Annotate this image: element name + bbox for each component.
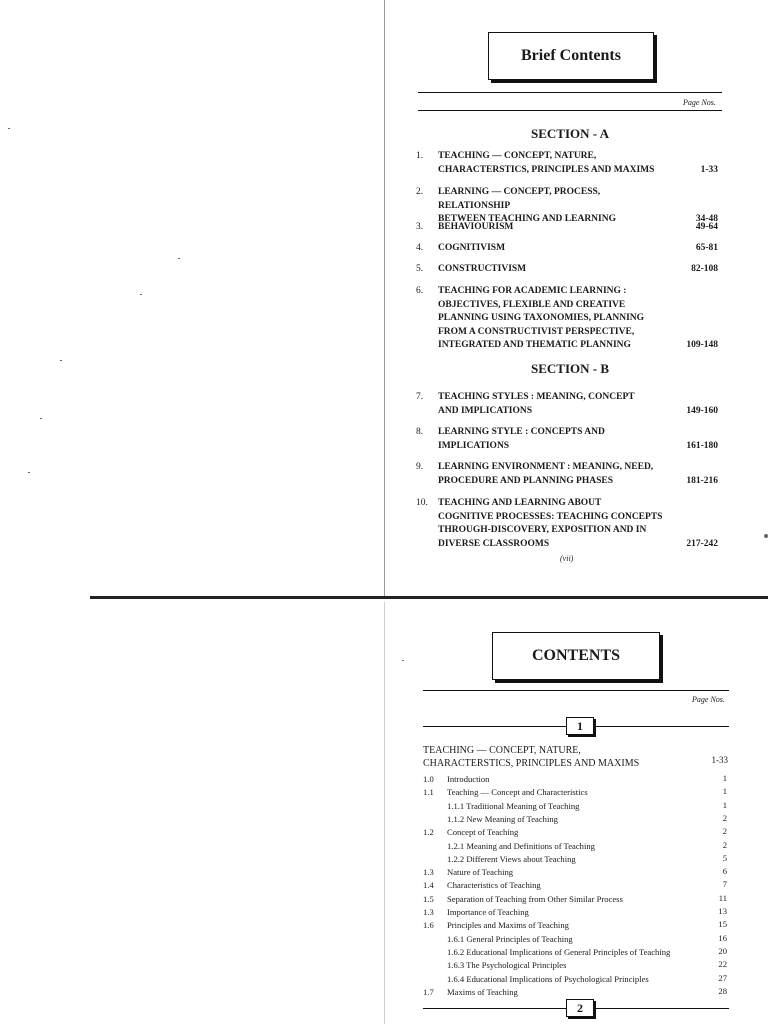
contents-section-row [423, 866, 729, 879]
entry-title-line: OBJECTIVES, FLEXIBLE AND CREATIVE [438, 299, 626, 310]
entry-title [438, 150, 674, 177]
entry-title [438, 497, 674, 551]
contents-subsection-row [423, 813, 729, 826]
entry-page-range: 34-48 [695, 214, 718, 225]
entry-number: 1. [416, 151, 424, 161]
section-a-title: SECTION - A [530, 126, 610, 141]
entry-page-range: 49-64 [695, 222, 718, 232]
entry-title [438, 391, 674, 418]
entry-page-range: 1-33 [700, 164, 718, 175]
row-number: 1.0 [423, 774, 434, 784]
row-number: 1.1 [423, 787, 434, 798]
row-title: Importance of Teaching [447, 907, 529, 917]
row-page: 11 [718, 892, 727, 903]
brief-entry [416, 263, 722, 277]
entry-page-range: 217-242 [686, 538, 718, 549]
entry-title-line: TEACHING FOR ACADEMIC LEARNING : [438, 286, 627, 296]
row-title: 1.6.1 General Principles of Teaching [447, 933, 573, 944]
entry-title-line: BEHAVIOURISM [438, 222, 514, 232]
row-page: 5 [722, 852, 727, 863]
row-title: 1.2.1 Meaning and Definitions of Teaching [447, 840, 595, 851]
brief-entry [416, 285, 722, 353]
contents-subsection-row [423, 853, 729, 866]
row-number: 1.3 [423, 867, 434, 878]
entry-title-line: THROUGH-DISCOVERY, EXPOSITION AND IN [438, 525, 647, 536]
contents-subsection-row [423, 973, 729, 986]
entry-title-line: DIVERSE CLASSROOMS [438, 538, 550, 549]
row-title: 1.1.1 Traditional Meaning of Teaching [447, 800, 580, 811]
page-nos-label: Page Nos. [683, 98, 716, 107]
scan-speck [60, 360, 62, 361]
contents-subsection-row [423, 959, 729, 972]
contents-subsection-row [423, 800, 729, 813]
entry-number: 3. [416, 222, 424, 232]
brief-entry [416, 242, 722, 256]
contents-section-row [423, 786, 729, 799]
brief-entry [416, 497, 722, 551]
page-nos-label: Page Nos. [692, 695, 725, 704]
chapter-title-line: TEACHING — CONCEPT, NATURE, [423, 745, 581, 756]
row-page: 13 [718, 906, 727, 916]
entry-page-range: 65-81 [695, 243, 718, 253]
row-number: 1.2 [423, 827, 434, 838]
row-title: Separation of Teaching from Other Similar Process [447, 893, 623, 904]
entry-page-range: 181-216 [686, 475, 718, 486]
row-title: Teaching — Concept and Characteristics [447, 787, 588, 798]
row-title: 1.6.2 Educational Implications of General Principles of Teaching [447, 946, 671, 957]
entry-number: 10. [416, 498, 428, 508]
entry-title-line: COGNITIVISM [438, 243, 506, 253]
entry-page-range: 161-180 [686, 440, 718, 451]
contents-section-row [423, 986, 729, 999]
entry-number: 6. [416, 286, 424, 296]
entry-title-line: CONSTRUCTIVISM [438, 264, 527, 274]
heading-rule [418, 110, 722, 111]
entry-title-line: LEARNING STYLE : CONCEPTS AND [438, 427, 605, 437]
row-title: Introduction [447, 774, 490, 784]
entry-title [438, 426, 674, 453]
row-page: 27 [718, 972, 727, 983]
heading-rule [423, 690, 729, 691]
scan-speck [28, 472, 30, 473]
row-page: 1 [722, 773, 727, 783]
row-page: 2 [722, 826, 727, 837]
row-title: 1.1.2 New Meaning of Teaching [447, 813, 558, 824]
row-title: 1.6.3 The Psychological Principles [447, 960, 567, 971]
entry-title-line: CHARACTERSTICS, PRINCIPLES AND MAXIMS [438, 164, 655, 175]
contents-section-row [423, 879, 729, 892]
row-number: 1.4 [423, 880, 434, 891]
entry-number: 5. [416, 264, 424, 274]
scan-speck [40, 418, 42, 419]
brief-entry [416, 150, 722, 177]
scan-speck [140, 294, 142, 295]
page-folio: (vii) [560, 554, 574, 563]
entry-title-line: AND IMPLICATIONS [438, 405, 533, 416]
brief-entry [416, 426, 722, 453]
entry-number: 2. [416, 187, 424, 197]
contents-section-row [423, 919, 729, 932]
entry-title-line: BETWEEN TEACHING AND LEARNING [438, 214, 616, 225]
entry-number: 8. [416, 427, 424, 437]
row-title: Principles and Maxims of Teaching [447, 920, 569, 931]
row-title: Maxims of Teaching [447, 986, 518, 997]
entry-title-line: PROCEDURE AND PLANNING PHASES [438, 475, 613, 486]
contents-subsection-row [423, 840, 729, 853]
entry-number: 9. [416, 462, 424, 472]
row-number: 1.6 [423, 920, 434, 931]
brief-entry [416, 221, 722, 235]
gutter-line-top [384, 0, 385, 598]
chapter-number-box: 2 [566, 999, 594, 1017]
row-page: 28 [718, 985, 727, 996]
scan-speck [402, 660, 404, 661]
chapter-title [423, 744, 703, 770]
entry-number: 4. [416, 243, 424, 253]
section-b-title: SECTION - B [530, 361, 610, 376]
row-page: 16 [718, 932, 727, 943]
row-number: 1.7 [423, 986, 434, 997]
entry-title-line: COGNITIVE PROCESSES: TEACHING CONCEPTS [438, 511, 663, 522]
chapter-title-line: CHARACTERSTICS, PRINCIPLES AND MAXIMS [423, 758, 640, 769]
entry-title-line: IMPLICATIONS [438, 440, 510, 451]
entry-title-line: FROM A CONSTRUCTIVIST PERSPECTIVE, [438, 326, 635, 337]
entry-title-line: TEACHING — CONCEPT, NATURE, [438, 151, 597, 161]
row-title: Nature of Teaching [447, 867, 514, 878]
entry-title-line: PLANNING USING TAXONOMIES, PLANNING [438, 313, 645, 324]
entry-title-line: TEACHING STYLES : MEANING, CONCEPT [438, 392, 635, 402]
scan-speck [178, 258, 180, 259]
entry-title [438, 263, 674, 277]
row-page: 7 [722, 879, 727, 890]
entry-number: 7. [416, 392, 424, 402]
contents-subsection-row [423, 933, 729, 946]
scan-speck [8, 128, 10, 129]
row-page: 1 [722, 799, 727, 810]
entry-page-range: 149-160 [686, 405, 718, 416]
brief-entry [416, 461, 722, 488]
heading-rule [418, 92, 722, 93]
entry-title [438, 221, 674, 235]
scan-speck [764, 534, 768, 538]
row-page: 15 [718, 919, 727, 930]
chapter-page-range: 1-33 [711, 755, 728, 765]
row-title: 1.6.4 Educational Implications of Psychological Principles [447, 973, 649, 984]
contents-section-row [423, 826, 729, 839]
entry-title-line: LEARNING — CONCEPT, PROCESS, RELATIONSHIP [438, 187, 601, 211]
entry-title-line: INTEGRATED AND THEMATIC PLANNING [438, 340, 631, 351]
contents-subsection-row [423, 946, 729, 959]
row-page: 1 [722, 786, 727, 797]
gutter-line-bottom [384, 602, 385, 1024]
entry-title-line: LEARNING ENVIRONMENT : MEANING, NEED, [438, 462, 654, 472]
row-title: 1.2.2 Different Views about Teaching [447, 853, 576, 864]
chapter-number-box: 1 [566, 717, 594, 735]
page-separator [90, 596, 768, 599]
entry-title-line: TEACHING AND LEARNING ABOUT [438, 498, 602, 508]
contents-section-row [423, 773, 729, 786]
contents-heading: CONTENTS [492, 632, 660, 680]
row-page: 20 [718, 945, 727, 956]
row-number: 1.5 [423, 893, 434, 904]
row-page: 22 [718, 959, 727, 970]
entry-page-range: 82-108 [691, 264, 718, 274]
brief-contents-heading: Brief Contents [488, 32, 654, 80]
row-page: 2 [722, 839, 727, 850]
brief-entry [416, 391, 722, 418]
row-page: 6 [722, 866, 727, 877]
entry-title [438, 242, 674, 256]
row-page: 2 [722, 812, 727, 823]
entry-page-range: 109-148 [686, 340, 718, 351]
contents-section-row [423, 893, 729, 906]
row-title: Characteristics of Teaching [447, 880, 541, 891]
entry-title [438, 461, 674, 488]
row-number: 1.3 [423, 907, 434, 917]
contents-section-row [423, 906, 729, 919]
entry-title [438, 285, 674, 353]
row-title: Concept of Teaching [447, 827, 519, 838]
